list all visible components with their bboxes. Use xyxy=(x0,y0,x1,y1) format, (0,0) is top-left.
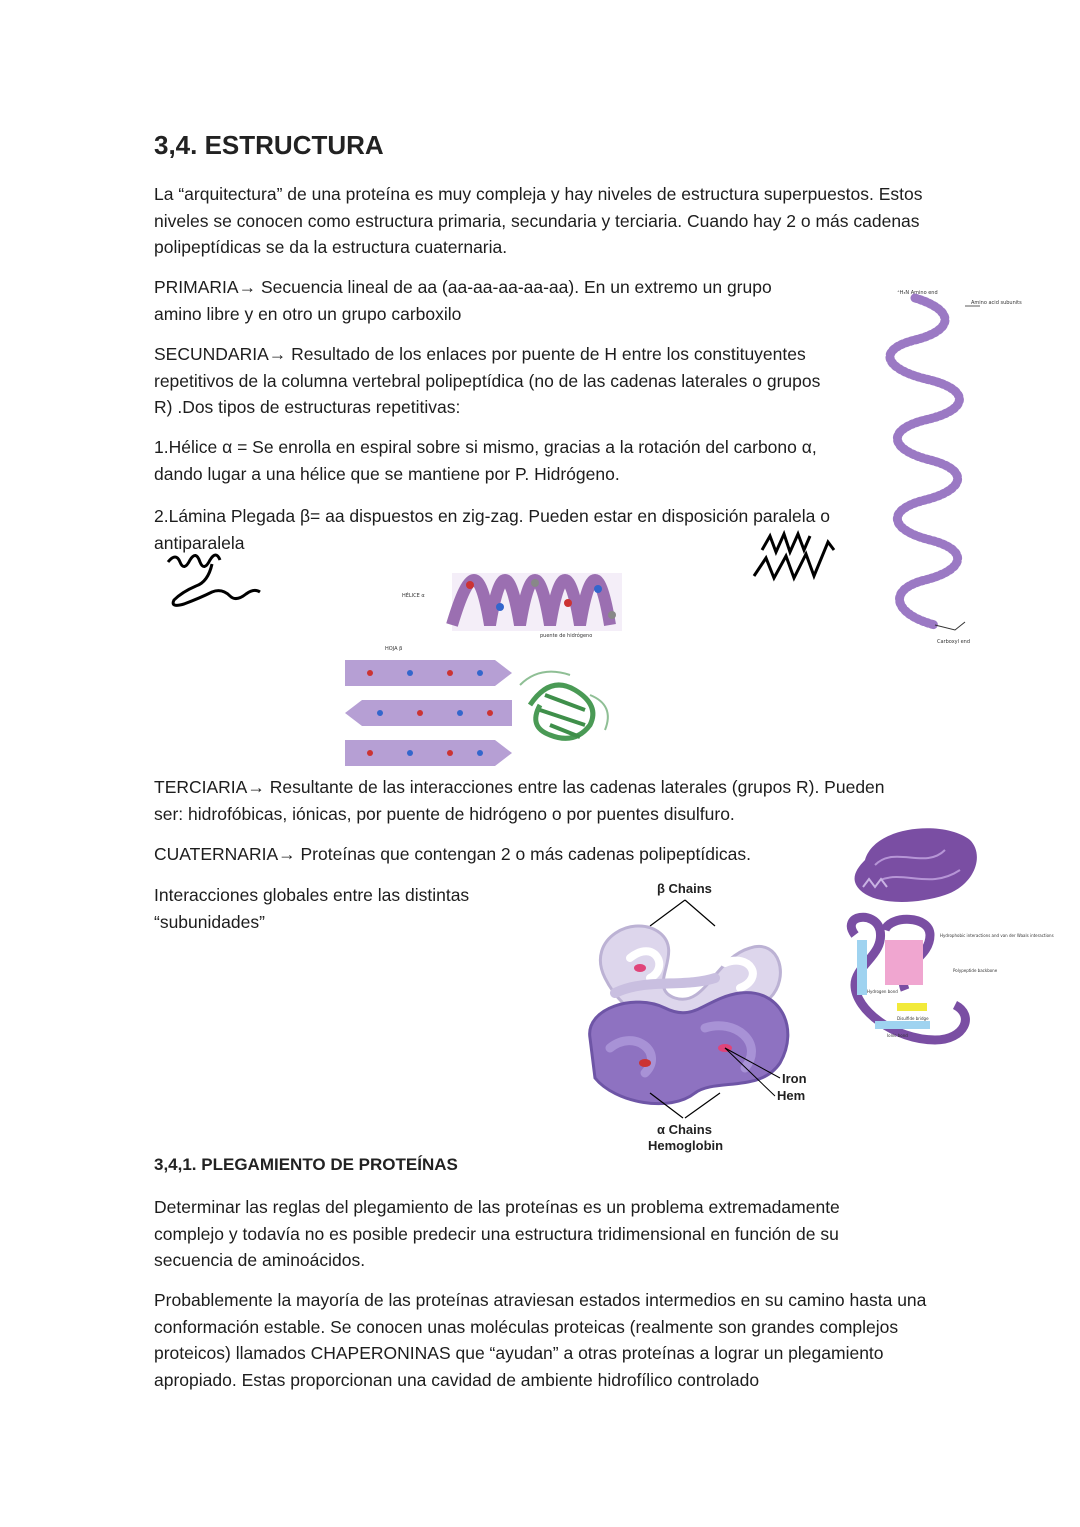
hydrophobic-label: Hydrophobic interactions and van der Waals interactions xyxy=(940,933,1054,938)
primaria-term: PRIMARIA→ xyxy=(154,277,257,297)
plegamiento-paragraph-2: Probablemente la mayoría de las proteínas atraviesan estados intermedios en su camino hasta una conformación estable. Se conocen unas moléculas proteicas (realmente son grandes complejos proteicos) llamados CHAPERONINAS que “ayudan” a otras proteínas a lograr un plegamiento apropiado. Estas proporcionan una cavidad de ambiente hidrofílico controlado xyxy=(154,1290,927,1390)
puente-label: puente de hidrógeno xyxy=(540,633,593,639)
tertiary-globule xyxy=(855,828,977,902)
terciaria-text: Resultante de las interacciones entre las cadenas laterales (grupos R). Pueden ser: hidrofóbicas, iónicas, por puente de hidrógeno o por puentes disulfuro. xyxy=(154,777,885,824)
heme-label: Hem xyxy=(777,1088,806,1103)
terciaria-paragraph xyxy=(154,774,914,827)
secundaria-paragraph xyxy=(154,341,834,421)
amino-end-label: ⁺H₃N Amino end xyxy=(897,290,938,296)
plegamiento-paragraph-1: Determinar las reglas del plegamiento de las proteínas es un problema extremadamente complejo y todavía no es posible predecir una estructura tridimensional en función de su secuencia de aminoácidos. xyxy=(154,1197,840,1270)
handwritten-zigzag-sketch xyxy=(750,528,845,588)
interacciones-paragraph: Interacciones globales entre las distintas “subunidades” xyxy=(154,885,470,932)
alpha-helix-ribbon xyxy=(452,573,622,631)
iron-atom xyxy=(639,1059,651,1067)
amino-acid-subunits-label: Amino acid subunits xyxy=(971,300,1022,306)
secundaria-text: Resultado de los enlaces por puente de H entre los constituyentes repetitivos de la columna vertebral polipeptídica (no de las cadenas laterales o grupos R) .Dos tipos de estructuras repetitivas: xyxy=(154,344,821,417)
terciaria-term: TERCIARIA→ xyxy=(154,777,265,797)
green-protein-ribbon xyxy=(520,672,608,739)
hydrogen-bond-label: Hydrogen bond xyxy=(867,989,898,994)
handwritten-sheet-sketch xyxy=(160,548,280,618)
helice-paragraph: 1.Hélice α = Se enrolla en espiral sobre si mismo, gracias a la rotación del carbono α, dando lugar a una hélice que se mantiene por P. Hidrógeno. xyxy=(154,437,817,484)
subsection-title: 3,4,1. PLEGAMIENTO DE PROTEÍNAS xyxy=(154,1155,458,1174)
iron-label: Iron xyxy=(782,1071,807,1086)
helix-chain-path xyxy=(890,298,959,625)
cuaternaria-text: Proteínas que contengan 2 o más cadenas polipeptídicas. xyxy=(295,844,751,864)
primaria-text: Secuencia lineal de aa (aa-aa-aa-aa-aa). En un extremo un grupo amino libre y en otro un grupo carboxilo xyxy=(154,277,772,324)
cuaternaria-paragraph xyxy=(154,841,814,868)
tertiary-structure-figure xyxy=(835,815,1054,1075)
beta-chains-label: β Chains xyxy=(657,881,712,896)
secundaria-term: SECUNDARIA→ xyxy=(154,344,287,364)
backbone-label: Polypeptide backbone xyxy=(953,968,998,973)
secondary-structure-illustration xyxy=(340,555,640,765)
ionic-bond-label: Ionic bond xyxy=(887,1033,908,1038)
hemoglobin-label: Hemoglobin xyxy=(648,1138,724,1153)
hoja-label: HOJA β xyxy=(385,646,403,652)
section-title: 3,4. ESTRUCTURA xyxy=(154,130,384,160)
helix-chain-figure xyxy=(875,280,1022,655)
disulfide-label: Disulfide bridge xyxy=(897,1016,929,1021)
alpha-chains-label: α Chains xyxy=(657,1122,712,1137)
cuaternaria-term: CUATERNARIA→ xyxy=(154,844,296,864)
intro-paragraph: La “arquitectura” de una proteína es muy compleja y hay niveles de estructura superpuestos. Estos niveles se conocen como estructura primaria, secundaria y terciaria. Cuando hay 2 o más cadenas polipeptídicas se da la estructura cuaternaria. xyxy=(154,184,923,257)
heme-group xyxy=(634,964,646,972)
helice-label: HÉLICE α xyxy=(402,593,425,599)
hemoglobin-figure xyxy=(575,878,835,1158)
beta-sheet-arrows xyxy=(345,660,512,766)
primaria-paragraph xyxy=(154,274,794,327)
lamina-paragraph: 2.Lámina Plegada β= aa dispuestos en zig-zag. Pueden estar en disposición paralela o antiparalela xyxy=(154,506,830,553)
carboxyl-end-label: Carboxyl end xyxy=(937,639,971,645)
